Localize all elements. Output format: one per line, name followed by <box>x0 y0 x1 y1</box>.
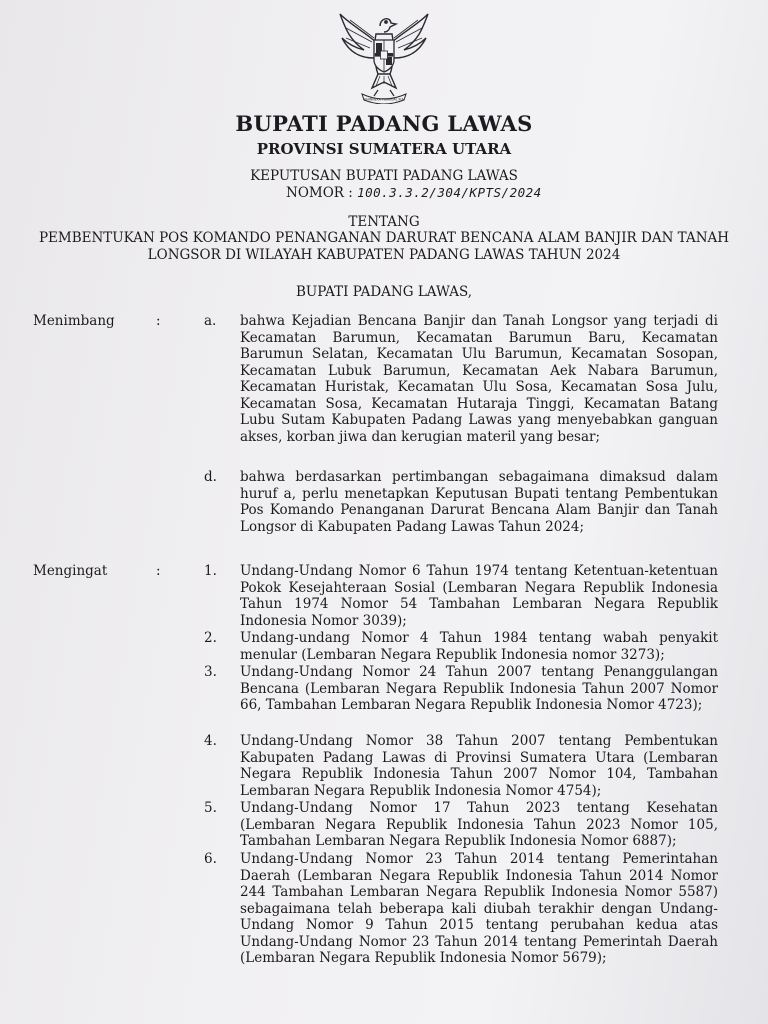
decree-subject: PEMBENTUKAN POS KOMANDO PENANGANAN DARURAT BENCANA ALAM BANJIR DAN TANAH LONGSOR DI WILAYAH KABUPATEN PADANG LAWAS TAHUN 2024 <box>38 230 730 263</box>
item-marker: 1. <box>204 563 217 579</box>
item-marker: a. <box>204 313 217 329</box>
menimbang-label: Menimbang <box>33 313 115 329</box>
decree-label: KEPUTUSAN BUPATI PADANG LAWAS <box>250 168 518 184</box>
item-marker: 5. <box>204 800 217 816</box>
item-text: Undang-Undang Nomor 38 Tahun 2007 tentang Pembentukan Kabupaten Padang Lawas di Provinsi Sumatera Utara (Lembaran Negara Republik Indonesia Tahun 2007 Nomor 104, Tambahan Lembaran Negara Republik Indonesia Nomor 4754); <box>240 733 718 799</box>
item-marker: d. <box>204 469 217 485</box>
item-text: bahwa berdasarkan pertimbangan sebagaimana dimaksud dalam huruf a, perlu menetapkan Keputusan Bupati tentang Pembentukan Pos Komando Penanganan Darurat Bencana Alam Banjir dan Tanah Longsor di Kabupaten Padang Lawas Tahun 2024; <box>240 469 718 535</box>
item-marker: 2. <box>204 630 217 646</box>
emblem-motto: BHINNEKA TUNGGAL IKA <box>364 97 404 102</box>
item-marker: 6. <box>204 851 217 867</box>
item-text: bahwa Kejadian Bencana Banjir dan Tanah Longsor yang terjadi di Kecamatan Barumun, Kecamatan Barumun Baru, Kecamatan Barumun Selatan, Kecamatan Ulu Barumun, Kecamatan Sosopan, Kecamatan Lubuk Barumun, Kecamatan Aek Nabara Barumun, Kecamatan Huristak, Kecamatan Ulu Sosa, Kecamatan Sosa Julu, Kecamatan Sosa, Kecamatan Hutaraja Tinggi, Kecamatan Batang Lubu Sutam Kabupaten Padang Lawas yang menyebabkan ganguan akses, korban jiwa dan kerugian materil yang besar; <box>240 313 718 445</box>
province-name: PROVINSI SUMATERA UTARA <box>256 140 512 158</box>
issuer-heading: BUPATI PADANG LAWAS, <box>295 284 472 300</box>
item-marker: 3. <box>204 664 217 680</box>
document-title: BUPATI PADANG LAWAS <box>235 111 533 136</box>
item-text: Undang-Undang Nomor 17 Tahun 2023 tentang Kesehatan (Lembaran Negara Republik Indonesia Tahun 2023 Nomor 105, Tambahan Lembaran Negara Republik Indonesia Nomor 6887); <box>240 800 718 849</box>
item-text: Undang-Undang Nomor 6 Tahun 1974 tentang Ketentuan-ketentuan Pokok Kesejahteraan Sosial (Lembaran Negara Republik Indonesia Tahun 1974 Nomor 54 Tambahan Lembaran Negara Republik Indonesia Nomor 3039); <box>240 563 718 629</box>
item-text: Undang-Undang Nomor 23 Tahun 2014 tentang Pemerintahan Daerah (Lembaran Negara Republik Indonesia Tahun 2014 Nomor 244 Tambahan Lembaran Negara Republik Indonesia Nomor 5587) sebagaimana telah beberapa kali diubah terakhir dengan Undang-Undang Nomor 9 Tahun 2015 tentang perubahan kedua atas Undang-Undang Nomor 23 Tahun 2014 tentang Pemerintah Daerah (Lembaran Negara Republik Indonesia Nomor 5679); <box>240 851 718 966</box>
mengingat-colon: : <box>156 563 161 579</box>
tentang-label: TENTANG <box>348 214 420 230</box>
item-text: Undang-undang Nomor 4 Tahun 1984 tentang wabah penyakit menular (Lembaran Negara Republik Indonesia nomor 3273); <box>240 630 718 663</box>
garuda-emblem-icon <box>334 4 434 104</box>
mengingat-label: Mengingat <box>33 563 108 579</box>
item-marker: 4. <box>204 733 217 749</box>
decree-number <box>286 185 542 201</box>
item-text: Undang-Undang Nomor 24 Tahun 2007 tentang Penanggulangan Bencana (Lembaran Negara Republik Indonesia Tahun 2007 Nomor 66, Tambahan Lembaran Negara Republik Indonesia Nomor 4723); <box>240 664 718 713</box>
number-label: NOMOR : <box>286 185 353 201</box>
menimbang-colon: : <box>156 313 161 329</box>
number-value: 100.3.3.2/304/KPTS/2024 <box>357 185 542 200</box>
